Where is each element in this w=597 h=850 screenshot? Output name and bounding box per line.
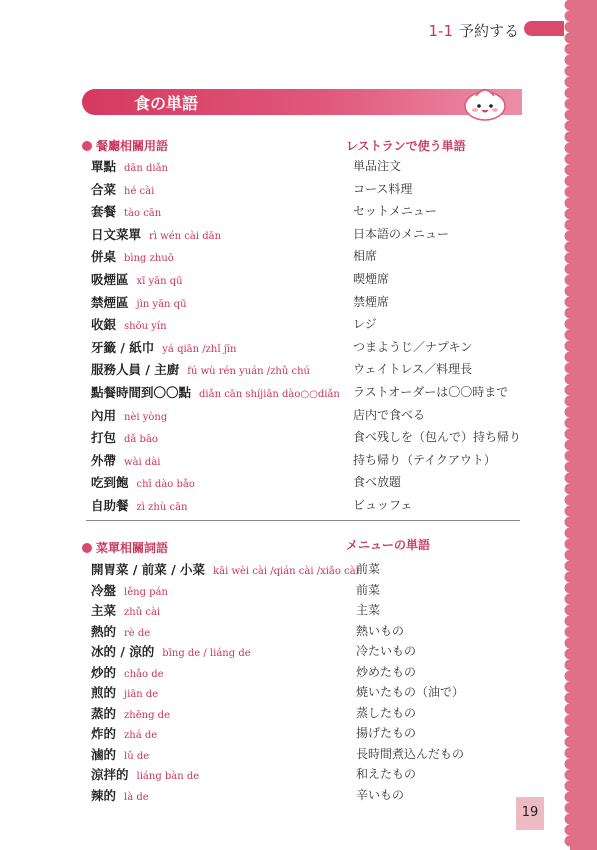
pinyin: zhǔ cài — [124, 607, 161, 618]
chinese-word: 日文菜單 — [91, 226, 142, 242]
chinese-word: 開胃菜 / 前菜 / 小菜 — [91, 562, 206, 577]
pinyin: rè de — [124, 627, 151, 639]
vocab-row — [91, 765, 531, 785]
chinese-word: 點餐時間到〇〇點 — [91, 385, 192, 400]
vocab-row — [91, 406, 531, 426]
chinese-word: 煎的 — [91, 685, 117, 700]
japanese-translation: 蒸したもの — [356, 705, 417, 720]
japanese-translation: ウェイトレス／料理長 — [353, 362, 473, 377]
vocab-row — [91, 247, 531, 267]
vocab-row — [91, 745, 531, 765]
chinese-word: 打包 — [91, 430, 117, 446]
chinese-term — [91, 157, 168, 175]
chinese-word: 蒸的 — [91, 705, 117, 721]
vocab-row — [91, 724, 531, 744]
japanese-translation: 禁煙席 — [353, 294, 390, 309]
japanese-translation: セットメニュー — [353, 204, 437, 219]
chinese-word: 收銀 — [91, 317, 117, 333]
japanese-translation: 前菜 — [356, 582, 381, 597]
vocab-row — [91, 202, 531, 222]
chinese-word: 單點 — [91, 159, 117, 174]
vocab-row — [91, 315, 531, 335]
pinyin: bīng de / liáng de — [162, 648, 251, 659]
pinyin: chī dào bǎo — [136, 479, 195, 491]
chinese-term — [91, 451, 160, 469]
chinese-term — [91, 581, 168, 599]
japanese-translation: 持ち帰り（テイクアウト） — [353, 452, 496, 467]
chinese-word: 外帶 — [91, 452, 117, 468]
vocab-row — [91, 270, 531, 290]
japanese-translation: 日本語のメニュー — [353, 226, 450, 241]
japanese-translation: ラストオーダーは〇〇時まで — [353, 385, 509, 399]
chinese-word: 冷盤 — [91, 582, 117, 598]
section2-heading-zh: 菜單相關詞語 — [82, 539, 168, 556]
chinese-term — [91, 496, 188, 514]
japanese-translation: 前菜 — [356, 562, 381, 576]
pinyin: yá qiān /zhǐ jīn — [162, 343, 237, 355]
chinese-term — [91, 765, 199, 783]
pinyin: dān diǎn — [124, 163, 168, 174]
chapter-number: 1-1 — [428, 22, 453, 40]
japanese-translation: 冷たいもの — [356, 644, 417, 658]
japanese-translation: 店内で食べる — [353, 407, 426, 422]
chinese-term — [91, 383, 340, 401]
vocab-row — [91, 225, 531, 245]
pinyin: dǎ bāo — [124, 434, 158, 446]
chinese-word: 併桌 — [91, 249, 117, 265]
bullet-dot-icon — [82, 543, 92, 553]
pinyin: zhēng de — [124, 709, 170, 721]
japanese-translation: 長時間煮込んだもの — [356, 746, 465, 761]
section1-heading-ja: レストランで使う単語 — [346, 139, 466, 153]
mascot-bun-icon — [462, 82, 508, 122]
pinyin: liáng bàn de — [136, 771, 200, 782]
bullet-dot-icon — [82, 141, 92, 151]
chinese-term — [91, 180, 154, 198]
vocab-row — [91, 601, 531, 621]
japanese-translation: つまようじ／ナプキン — [353, 339, 473, 354]
chinese-word: 自助餐 — [91, 498, 129, 513]
pinyin: rì wén cài dān — [149, 230, 222, 242]
japanese-translation: 和えたもの — [356, 767, 417, 781]
japanese-translation: 食べ放題 — [353, 475, 402, 490]
chinese-word: 炸的 — [91, 726, 117, 741]
chinese-word: 熱的 — [91, 623, 117, 639]
vocab-row — [91, 451, 531, 471]
chinese-term — [91, 745, 149, 763]
pinyin: bìng zhuō — [124, 253, 174, 265]
japanese-translation: 辛いもの — [356, 787, 405, 802]
chinese-term — [91, 406, 167, 424]
chinese-term — [91, 428, 158, 446]
chinese-word: 辣的 — [91, 787, 117, 803]
pinyin: kāi wèi cài /qián cài /xiǎo cài — [213, 566, 359, 577]
chinese-word: 禁煙區 — [91, 294, 129, 310]
chinese-word: 主菜 — [91, 603, 117, 618]
vocab-row — [91, 293, 531, 313]
japanese-translation: 焼いたもの（油で） — [356, 685, 465, 699]
pinyin: zì zhù cān — [136, 502, 188, 513]
chinese-term — [91, 247, 174, 265]
title-banner — [82, 89, 522, 115]
vocab-row — [91, 704, 531, 724]
vocab-row — [91, 663, 531, 683]
vocab-row — [91, 338, 531, 358]
japanese-translation: 揚げたもの — [356, 726, 417, 740]
vocab-row — [91, 786, 531, 806]
chapter-title: 予約する — [458, 22, 519, 40]
chinese-word: 套餐 — [91, 204, 117, 220]
chinese-word: 服務人員 / 主廚 — [91, 362, 180, 378]
chapter-header — [428, 20, 519, 41]
japanese-translation: 主菜 — [356, 603, 381, 617]
vocab-row — [91, 622, 531, 642]
pinyin: nèi yòng — [124, 411, 168, 423]
pinyin: jiān de — [124, 689, 159, 700]
chinese-term — [91, 293, 187, 311]
chinese-term — [91, 786, 149, 804]
pinyin: shōu yín — [124, 321, 167, 333]
chinese-term — [91, 683, 158, 701]
chinese-term — [91, 622, 150, 640]
chinese-term — [91, 270, 183, 288]
vocab-row — [91, 157, 531, 177]
chinese-term — [91, 225, 221, 243]
section-divider — [86, 520, 520, 521]
japanese-translation: 食べ残しを（包んで）持ち帰り — [353, 430, 522, 445]
pinyin: diǎn cān shíjiān dào○○diǎn — [199, 389, 340, 400]
pinyin: lǔ de — [124, 750, 150, 762]
pinyin: wài dài — [124, 456, 161, 468]
pinyin: xī yān qū — [136, 276, 183, 287]
chinese-term — [91, 338, 236, 356]
chinese-word: 合菜 — [91, 181, 117, 197]
pinyin: là de — [124, 791, 149, 803]
chinese-word: 吃到飽 — [91, 475, 129, 491]
pinyin: hé cài — [124, 185, 155, 197]
chinese-term — [91, 642, 251, 660]
japanese-translation: ビュッフェ — [353, 498, 413, 512]
section1-heading-zh: 餐廳相關用語 — [82, 137, 168, 154]
chinese-term — [91, 601, 160, 619]
chinese-term — [91, 560, 359, 578]
page-title: 食の単語 — [134, 94, 199, 113]
japanese-translation: レジ — [353, 317, 377, 332]
vocab-row — [91, 360, 531, 380]
vocab-row — [91, 180, 531, 200]
pinyin: lěng pán — [124, 586, 168, 598]
pinyin: zhá de — [124, 730, 158, 741]
chinese-word: 炒的 — [91, 664, 117, 680]
japanese-translation: 単品注文 — [353, 159, 402, 173]
section2-heading-ja: メニューの単語 — [346, 538, 431, 552]
vocab-row — [91, 560, 531, 580]
page-number-box — [516, 797, 544, 830]
chinese-word: 冰的 / 涼的 — [91, 644, 155, 659]
page-number: 19 — [521, 805, 539, 820]
japanese-translation: 喫煙席 — [353, 272, 390, 286]
japanese-translation: 熱いもの — [356, 623, 405, 638]
chinese-word: 吸煙區 — [91, 272, 129, 287]
chinese-term — [91, 663, 164, 681]
vocab-row — [91, 428, 531, 448]
chinese-word: 牙籤 / 紙巾 — [91, 339, 155, 355]
pinyin: chǎo de — [124, 668, 164, 680]
scalloped-edge — [561, 0, 597, 850]
vocab-row — [91, 383, 531, 403]
vocab-row — [91, 496, 531, 516]
chinese-word: 滷的 — [91, 746, 117, 762]
chinese-term — [91, 202, 161, 220]
pinyin: fú wù rén yuán /zhǔ chú — [187, 366, 310, 378]
japanese-translation: コース料理 — [353, 181, 413, 196]
vocab-row — [91, 642, 531, 662]
vocab-row — [91, 581, 531, 601]
chinese-term — [91, 473, 195, 491]
chinese-word: 內用 — [91, 407, 117, 423]
chinese-word: 涼拌的 — [91, 767, 129, 782]
chinese-term — [91, 315, 167, 333]
vocab-row — [91, 473, 531, 493]
japanese-translation: 相席 — [353, 249, 378, 264]
vocab-row — [91, 683, 531, 703]
chinese-term — [91, 724, 157, 742]
chinese-term — [91, 704, 170, 722]
chinese-term — [91, 360, 310, 378]
pinyin: tào cān — [124, 208, 162, 220]
chapter-tab — [524, 21, 564, 36]
japanese-translation: 炒めたもの — [356, 664, 417, 679]
pinyin: jìn yān qū — [136, 298, 187, 310]
